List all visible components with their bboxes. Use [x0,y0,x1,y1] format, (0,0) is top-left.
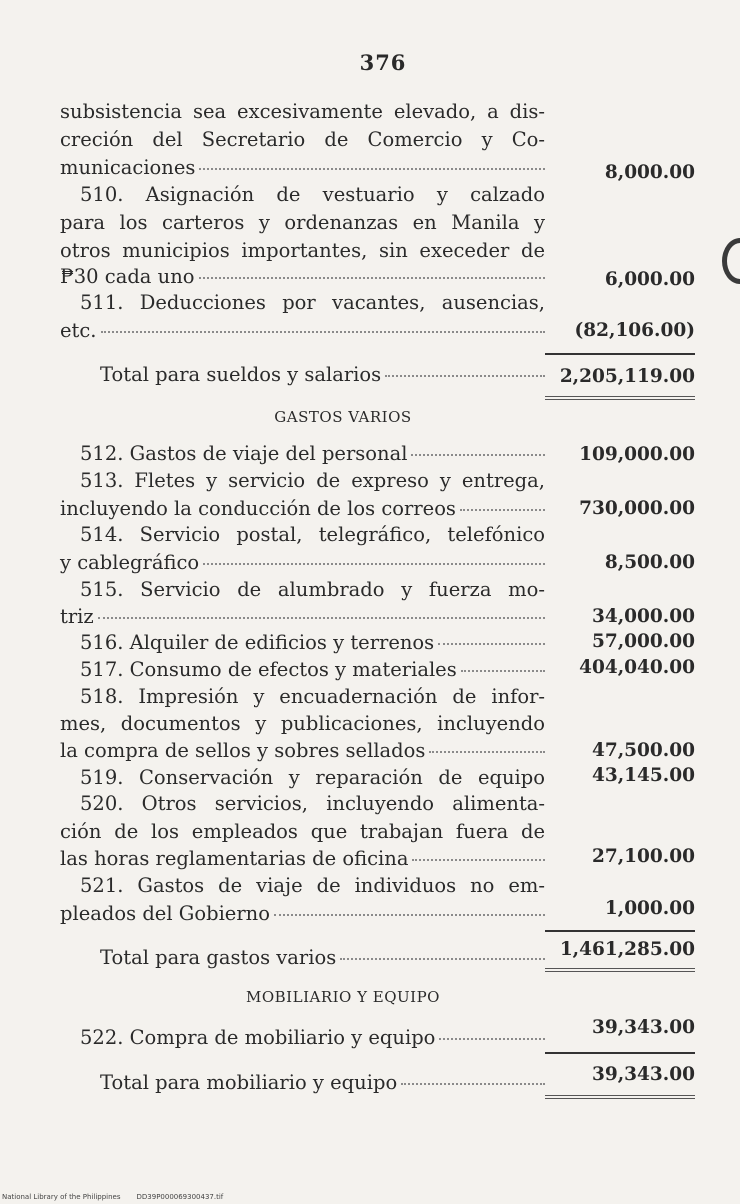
text-line: 512. Gastos de viaje del personal [80,442,408,465]
item-519-row: 519. Conservación y reparación de equipo [80,766,545,789]
text-line: municaciones [60,156,196,179]
amount: 404,040.00 [579,657,695,678]
leader-dots [411,454,545,456]
leader-dots [274,914,545,916]
item-line-row [60,154,545,182]
page-number: 376 [359,50,407,75]
leader-dots [385,375,545,377]
item-516-row [60,629,545,657]
leader-dots [199,277,546,279]
amount: (82,106.00) [574,320,695,341]
text-line: incluyendo la conducción de los correos [60,497,456,520]
text-line: pleados del Gobierno [60,902,270,925]
scan-footer [2,1193,239,1202]
leader-dots [340,958,545,960]
amount: 1,000.00 [604,898,695,919]
amount: 39,343.00 [592,1017,695,1038]
amount: 43,145.00 [592,765,695,786]
amount: 47,500.00 [592,740,695,761]
text-line: 522. Compra de mobiliario y equipo [80,1026,436,1049]
amount: 27,100.00 [592,846,695,867]
item-line-row [60,495,545,523]
leader-dots [401,1083,545,1085]
text-line: las horas reglamentarias de oficina [60,847,409,870]
item-line-row [60,263,545,291]
item-511-title: 511. Deducciones por vacantes, ausencias, [80,291,545,314]
text-line: otros municipios importantes, sin execeder de [60,239,545,262]
leader-dots [460,509,545,511]
item-514-title: 514. Servicio postal, telegráfico, telefónico [80,523,545,546]
text-line: ción de los empleados que trabajan fuera de [60,820,545,843]
amount: 730,000.00 [579,498,695,519]
leader-dots [412,859,545,861]
item-521-title: 521. Gastos de viaje de individuos no em- [80,874,545,897]
item-line-row [60,603,545,631]
leader-dots [199,168,545,170]
text-line: la compra de sellos y sobres sellados [60,739,426,762]
total-label: Total para sueldos y salarios [100,363,382,386]
item-512-row [60,440,545,468]
section-heading-gastos-varios: GASTOS VARIOS [274,408,412,426]
leader-dots [438,643,545,645]
double-rule [545,396,695,400]
total-label: Total para mobiliario y equipo [100,1071,398,1094]
item-line-row [60,845,545,873]
item-515-title: 515. Servicio de alumbrado y fuerza mo- [80,578,545,601]
item-518-title: 518. Impresión y encuadernación de infor- [80,685,545,708]
leader-dots [203,563,545,565]
total-mobiliario-row [100,1069,545,1097]
item-522-row [60,1024,545,1052]
section-heading-mobiliario-equipo: MOBILIARIO Y EQUIPO [246,988,440,1006]
leader-dots [101,331,546,333]
total-sueldos-row [100,361,545,389]
binding-ring-mark [722,238,740,284]
text-line: para los carteros y ordenanzas en Manila y [60,211,545,234]
text-line: mes, documentos y publicaciones, incluyendo [60,712,545,735]
footer-library: National Library of the Philippines [2,1193,121,1201]
amount: 109,000.00 [579,444,695,465]
item-517-row [60,656,545,684]
amount: 57,000.00 [592,631,695,652]
text-line: triz [60,605,94,628]
text-line: subsistencia sea excesivamente elevado, a dis- [60,100,545,123]
leader-dots [439,1038,545,1040]
total-mobiliario-amount: 39,343.00 [592,1064,695,1085]
text-line: creción del Secretario de Comercio y Co- [60,128,545,151]
item-510-title: 510. Asignación de vestuario y calzado [80,183,545,206]
amount: 8,000.00 [604,162,695,183]
text-line: etc. [60,319,97,342]
text-line: ₱30 cada uno [60,265,195,288]
text-line: y cablegráfico [60,551,200,574]
double-rule [545,1095,695,1099]
text-line: 516. Alquiler de edificios y terrenos [80,631,435,654]
item-520-title: 520. Otros servicios, incluyendo alimenta- [80,792,545,815]
amount: 34,000.00 [592,606,695,627]
total-rule [545,353,695,355]
amount: 8,500.00 [604,552,695,573]
total-sueldos-amount: 2,205,119.00 [559,366,695,387]
item-513-title: 513. Fletes y servicio de expreso y entrega, [80,469,545,492]
total-gastos-row [100,944,545,972]
total-label: Total para gastos varios [100,946,337,969]
double-rule [545,968,695,972]
text-line: 517. Consumo de efectos y materiales [80,658,457,681]
item-line-row [60,549,545,577]
total-rule [545,1052,695,1054]
leader-dots [429,751,545,753]
item-line-row [60,737,545,765]
leader-dots [461,670,545,672]
item-line-row [60,900,545,928]
amount: 6,000.00 [604,269,695,290]
total-gastos-amount: 1,461,285.00 [559,939,695,960]
item-line-row [60,317,545,345]
total-rule [545,930,695,932]
leader-dots [98,617,545,619]
footer-code: DD39P000069300437.tif [136,1193,224,1201]
